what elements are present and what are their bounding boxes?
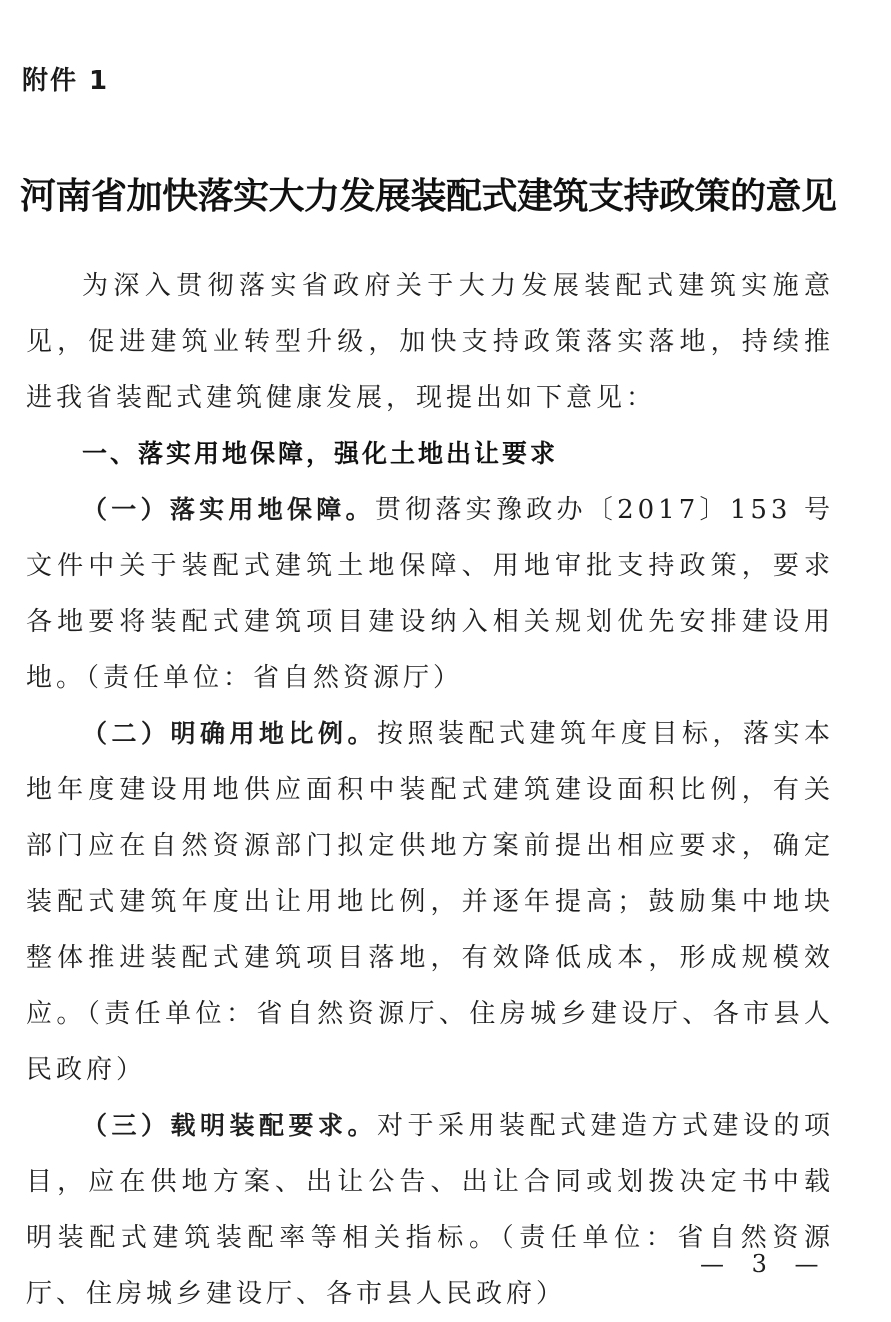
item-text: 对于采用装配式建造方式建设的项目，应在供地方案、出让公告、出让合同或划拨决定书中载明装配式建筑装配率等相关指标。（责任单位：省自然资源厅、住房城乡建设厅、各市县人民政府）: [26, 1111, 834, 1309]
item-lead: （三）载明装配要求。: [82, 1111, 377, 1140]
document-title: 河南省加快落实大力发展装配式建筑支持政策的意见: [20, 176, 837, 217]
item-text: 按照装配式建筑年度目标，落实本地年度建设用地供应面积中装配式建筑建设面积比例，有关部门应在自然资源部门拟定供地方案前提出相应要求，确定装配式建筑年度出让用地比例，并逐年提高；鼓励集中地块整体推进装配式建筑项目落地，有效降低成本，形成规模效应。（责任单位：省自然资源厅、住房城乡建设厅、各市县人民政府）: [26, 719, 834, 1085]
list-item: [26, 482, 834, 706]
item-text: 贯彻落实豫政办〔2017〕153 号文件中关于装配式建筑土地保障、用地审批支持政策，要求各地要将装配式建筑项目建设纳入相关规划优先安排建设用地。（责任单位：省自然资源厅）: [26, 495, 834, 693]
intro-paragraph: 为深入贯彻落实省政府关于大力发展装配式建筑实施意见，促进建筑业转型升级，加快支持政策落实落地，持续推进我省装配式建筑健康发展，现提出如下意见：: [26, 271, 834, 413]
attachment-label: 附件 1: [22, 66, 110, 96]
list-item: [26, 706, 834, 1098]
page-number: — 3 —: [700, 1250, 829, 1278]
item-lead: （一）落实用地保障。: [82, 495, 375, 524]
document-body: [26, 258, 834, 1322]
section-heading: 一、落实用地保障，强化土地出让要求: [82, 439, 559, 468]
list-item: [26, 1098, 834, 1322]
item-lead: （二）明确用地比例。: [82, 719, 377, 748]
